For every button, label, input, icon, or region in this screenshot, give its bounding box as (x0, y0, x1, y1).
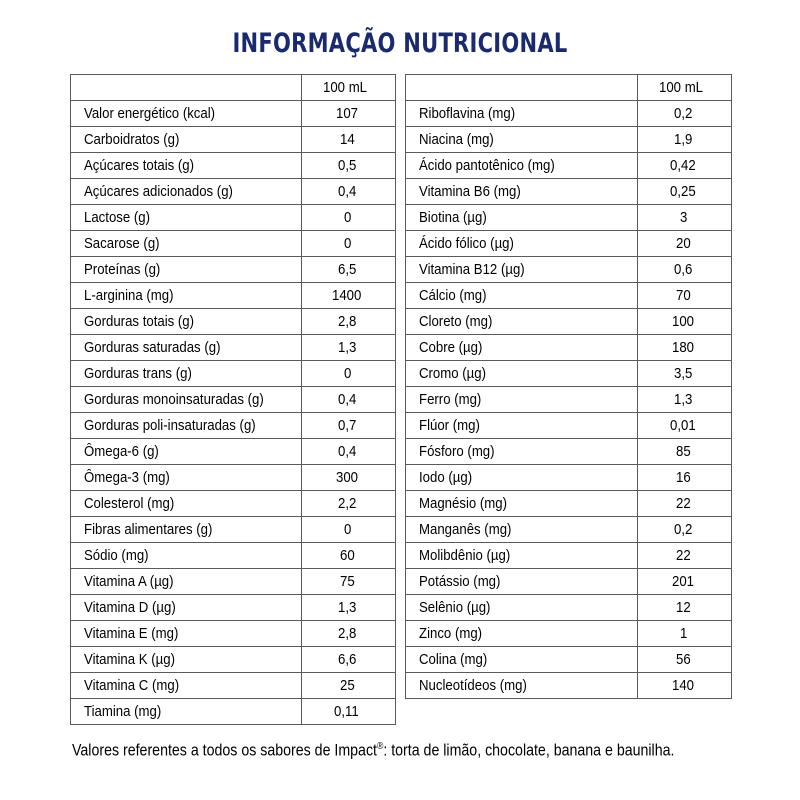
nutrient-label: Açúcares totais (g) (84, 157, 195, 174)
nutrient-value-cell (302, 179, 396, 205)
nutrient-value-cell (638, 205, 732, 231)
nutrient-value: 85 (676, 443, 691, 460)
nutrient-label-cell (71, 179, 302, 205)
nutrient-label-cell (71, 231, 302, 257)
nutrient-value: 1,3 (674, 391, 693, 408)
nutrient-value: 107 (335, 105, 359, 122)
nutrient-value: 0,01 (669, 417, 696, 434)
table-row (71, 153, 396, 179)
nutrient-value: 16 (676, 469, 691, 486)
nutrient-label-cell (71, 543, 302, 569)
nutrient-label-cell (406, 569, 638, 595)
nutrient-value-cell (638, 361, 732, 387)
nutrient-value: 0,7 (338, 417, 357, 434)
nutrient-label-cell (406, 465, 638, 491)
table-row (406, 361, 732, 387)
nutrient-label-cell (71, 673, 302, 699)
table-row (406, 387, 732, 413)
nutrient-label: Biotina (µg) (419, 209, 487, 226)
nutrient-value: 1 (680, 625, 688, 642)
nutrient-value-cell (638, 621, 732, 647)
nutrient-value: 75 (340, 573, 355, 590)
nutrient-label-cell (406, 517, 638, 543)
table-row (406, 621, 732, 647)
table-row (406, 595, 732, 621)
nutrient-label: Colina (mg) (419, 651, 488, 668)
nutrient-label-cell (71, 257, 302, 283)
table-row (406, 283, 732, 309)
nutrient-value: 56 (676, 651, 691, 668)
table-row (71, 439, 396, 465)
nutrient-value-cell (638, 309, 732, 335)
nutrient-label-cell (406, 257, 638, 283)
nutrient-value-cell (302, 335, 396, 361)
nutrient-value-cell (638, 101, 732, 127)
nutrient-label-cell (406, 283, 638, 309)
nutrient-value: 60 (340, 547, 355, 564)
nutrient-value: 22 (676, 495, 691, 512)
table-row (71, 699, 396, 725)
nutrient-value: 0,25 (669, 183, 696, 200)
nutrient-label-cell (406, 413, 638, 439)
table-row (406, 153, 732, 179)
nutrient-label: Tiamina (mg) (84, 703, 162, 720)
nutrient-label-cell (71, 101, 302, 127)
nutrient-label: Valor energético (kcal) (84, 105, 216, 122)
nutrient-label: Gorduras saturadas (g) (84, 339, 221, 356)
nutrient-label: Vitamina D (µg) (84, 599, 176, 616)
footnote-text: Valores referentes a todos os sabores de Impact (72, 741, 377, 760)
nutrient-value-cell (302, 543, 396, 569)
nutrient-value-cell (302, 101, 396, 127)
nutrient-value: 12 (676, 599, 691, 616)
page-title: INFORMAÇÃO NUTRICIONAL (232, 28, 568, 59)
nutrient-label: Manganês (mg) (419, 521, 512, 538)
nutrient-label: Cloreto (mg) (419, 313, 493, 330)
table-row (71, 361, 396, 387)
nutrient-label: Ômega-6 (g) (84, 443, 159, 460)
table-row (406, 543, 732, 569)
nutrient-value: 201 (671, 573, 695, 590)
nutrient-value: 0 (344, 365, 352, 382)
nutrient-value: 3 (680, 209, 688, 226)
nutrient-label-cell (71, 413, 302, 439)
table-row (71, 465, 396, 491)
registered-mark: ® (376, 741, 384, 752)
footnote-flavors: : torta de limão, chocolate, banana e baunilha. (383, 741, 675, 760)
table-row (71, 647, 396, 673)
table-row (71, 387, 396, 413)
nutrient-label: Carboidratos (g) (84, 131, 180, 148)
nutrient-label: Gorduras totais (g) (84, 313, 195, 330)
nutrient-value-cell (302, 595, 396, 621)
nutrient-value: 25 (340, 677, 355, 694)
nutrient-label: Sódio (mg) (84, 547, 149, 564)
nutrient-label-cell (406, 335, 638, 361)
nutrient-value-cell (638, 179, 732, 205)
nutrient-value: 2,8 (338, 313, 357, 330)
nutrient-value-cell (302, 283, 396, 309)
nutrient-value: 6,5 (338, 261, 357, 278)
nutrient-label-cell (406, 673, 638, 699)
nutrient-value-cell (302, 413, 396, 439)
table-row (71, 491, 396, 517)
nutrient-label: Gorduras monoinsaturadas (g) (84, 391, 264, 408)
nutrient-label: Fibras alimentares (g) (84, 521, 213, 538)
nutrient-value: 180 (671, 339, 695, 356)
table-row (71, 621, 396, 647)
table-row (71, 517, 396, 543)
nutrient-label-cell (406, 491, 638, 517)
nutrient-value-cell (302, 517, 396, 543)
nutrient-value-cell (302, 673, 396, 699)
nutrient-value-cell (302, 387, 396, 413)
column-header (638, 75, 732, 101)
nutrient-label: Colesterol (mg) (84, 495, 175, 512)
table-row (71, 595, 396, 621)
column-header (302, 75, 396, 101)
table-row (406, 127, 732, 153)
nutrient-value-cell (638, 569, 732, 595)
nutrient-label: Gorduras trans (g) (84, 365, 192, 382)
nutrient-label-cell (406, 595, 638, 621)
nutrient-label-cell (71, 283, 302, 309)
nutrient-value: 100 (671, 313, 695, 330)
nutrient-value-cell (638, 231, 732, 257)
nutrient-value: 0,4 (338, 391, 357, 408)
nutrient-label: Ácido pantotênico (mg) (419, 157, 555, 174)
nutrient-value-cell (302, 569, 396, 595)
nutrient-value: 0,6 (674, 261, 693, 278)
nutrient-value: 22 (676, 547, 691, 564)
column-header-text: 100 mL (659, 79, 704, 96)
nutrient-label: Gorduras poli-insaturadas (g) (84, 417, 256, 434)
table-row (406, 517, 732, 543)
nutrient-label: Vitamina E (mg) (84, 625, 179, 642)
nutrient-value-cell (302, 439, 396, 465)
nutrient-value: 70 (676, 287, 691, 304)
nutrient-label-cell (71, 309, 302, 335)
nutrient-label-cell (406, 153, 638, 179)
nutrient-label: Molibdênio (µg) (419, 547, 511, 564)
nutrient-label: Ômega-3 (mg) (84, 469, 170, 486)
nutrient-label: Vitamina B6 (mg) (419, 183, 521, 200)
nutrient-value: 0 (344, 235, 352, 252)
nutrient-label-cell (71, 517, 302, 543)
nutrient-value-cell (302, 231, 396, 257)
table-row (406, 569, 732, 595)
table-row (406, 257, 732, 283)
table-row (406, 491, 732, 517)
header-empty-cell (71, 75, 302, 101)
nutrient-label-cell (71, 439, 302, 465)
nutrient-label-cell (406, 179, 638, 205)
table-row (71, 283, 396, 309)
nutrient-value: 0,11 (334, 703, 360, 720)
nutrient-value-cell (638, 335, 732, 361)
nutrient-value-cell (638, 439, 732, 465)
table-row (71, 413, 396, 439)
table-row (71, 673, 396, 699)
nutrient-value-cell (638, 595, 732, 621)
nutrient-label-cell (71, 491, 302, 517)
nutrient-label-cell (406, 439, 638, 465)
table-row (71, 257, 396, 283)
nutrient-value: 0,2 (674, 521, 693, 538)
nutrient-value: 1,3 (338, 339, 357, 356)
nutrient-value: 3,5 (674, 365, 693, 382)
table-row (71, 569, 396, 595)
nutrient-label-cell (71, 153, 302, 179)
nutrient-value: 2,2 (338, 495, 357, 512)
nutrient-label: Fósforo (mg) (419, 443, 495, 460)
nutrient-label: Cromo (µg) (419, 365, 487, 382)
table-row (406, 647, 732, 673)
nutrient-value: 6,6 (338, 651, 357, 668)
nutrient-value-cell (302, 621, 396, 647)
nutrient-value: 300 (335, 469, 359, 486)
nutrient-label-cell (71, 361, 302, 387)
nutrient-label-cell (71, 465, 302, 491)
column-header-text: 100 mL (323, 79, 368, 96)
table-row (406, 673, 732, 699)
nutrient-label: Flúor (mg) (419, 417, 480, 434)
table-row (406, 335, 732, 361)
nutrient-label-cell (406, 387, 638, 413)
nutrient-label: Sacarose (g) (84, 235, 160, 252)
nutrient-value-cell (302, 361, 396, 387)
table-row (71, 179, 396, 205)
table-row (406, 465, 732, 491)
table-header-row (406, 75, 732, 101)
table-row (406, 205, 732, 231)
nutrient-label: Proteínas (g) (84, 261, 161, 278)
nutrient-label: Vitamina A (µg) (84, 573, 174, 590)
nutrient-value: 0 (344, 521, 352, 538)
nutrient-value: 0,4 (338, 183, 357, 200)
table-row (406, 439, 732, 465)
nutrition-table-left (70, 74, 396, 725)
nutrient-label: Niacina (mg) (419, 131, 494, 148)
nutrient-value-cell (638, 127, 732, 153)
table-row (71, 309, 396, 335)
nutrient-value-cell (638, 257, 732, 283)
nutrient-value: 1,9 (674, 131, 693, 148)
nutrient-label: Iodo (µg) (419, 469, 473, 486)
nutrient-value: 0,5 (338, 157, 357, 174)
table-row (71, 205, 396, 231)
nutrient-label-cell (406, 621, 638, 647)
nutrient-label: Açúcares adicionados (g) (84, 183, 233, 200)
nutrient-value: 1,3 (338, 599, 357, 616)
nutrient-label-cell (406, 543, 638, 569)
nutrient-label: Selênio (µg) (419, 599, 491, 616)
table-row (406, 179, 732, 205)
nutrient-label-cell (406, 127, 638, 153)
nutrient-label-cell (71, 595, 302, 621)
nutrient-label: Vitamina K (µg) (84, 651, 175, 668)
nutrient-label: Riboflavina (mg) (419, 105, 516, 122)
nutrient-label: Nucleotídeos (mg) (419, 677, 527, 694)
nutrient-label-cell (406, 101, 638, 127)
table-row (71, 101, 396, 127)
nutrient-value-cell (302, 465, 396, 491)
nutrient-label-cell (71, 569, 302, 595)
table-row (406, 309, 732, 335)
nutrient-value: 0,42 (669, 157, 696, 174)
nutrient-label-cell (71, 335, 302, 361)
nutrient-label-cell (71, 621, 302, 647)
nutrient-value-cell (302, 153, 396, 179)
nutrient-value: 140 (671, 677, 695, 694)
nutrient-label-cell (71, 387, 302, 413)
table-row (406, 413, 732, 439)
nutrient-value-cell (302, 127, 396, 153)
nutrient-label: Vitamina C (mg) (84, 677, 180, 694)
table-row (406, 101, 732, 127)
nutrient-label-cell (71, 647, 302, 673)
nutrient-label: Cobre (µg) (419, 339, 483, 356)
nutrient-label-cell (406, 231, 638, 257)
nutrient-value-cell (302, 257, 396, 283)
nutrient-value: 0,4 (338, 443, 357, 460)
nutrient-value-cell (302, 309, 396, 335)
nutrient-value: 0,2 (674, 105, 693, 122)
nutrient-value-cell (302, 699, 396, 725)
nutrient-value-cell (638, 673, 732, 699)
nutrient-label: Zinco (mg) (419, 625, 483, 642)
nutrient-label-cell (71, 127, 302, 153)
nutrient-value: 20 (676, 235, 691, 252)
nutrient-label: Magnésio (mg) (419, 495, 508, 512)
table-row (71, 543, 396, 569)
nutrient-value: 14 (340, 131, 355, 148)
table-row (71, 127, 396, 153)
nutrient-value-cell (302, 491, 396, 517)
nutrient-label-cell (406, 647, 638, 673)
nutrition-table-right (405, 74, 732, 699)
nutrient-value: 0 (344, 209, 352, 226)
nutrient-label-cell (406, 309, 638, 335)
nutrient-label: Lactose (g) (84, 209, 151, 226)
nutrient-value-cell (638, 153, 732, 179)
nutrient-value-cell (638, 517, 732, 543)
nutrient-value: 1400 (331, 287, 362, 304)
nutrient-label-cell (406, 361, 638, 387)
nutrient-label: L-arginina (mg) (84, 287, 174, 304)
nutrient-value-cell (638, 283, 732, 309)
nutrient-value-cell (638, 465, 732, 491)
nutrient-label: Vitamina B12 (µg) (419, 261, 525, 278)
nutrient-value-cell (302, 647, 396, 673)
nutrient-value-cell (638, 543, 732, 569)
header-empty-cell (406, 75, 638, 101)
nutrient-value-cell (638, 647, 732, 673)
table-row (406, 231, 732, 257)
nutrient-label: Ferro (mg) (419, 391, 482, 408)
footnote (72, 741, 674, 761)
nutrient-value-cell (302, 205, 396, 231)
nutrient-label: Potássio (mg) (419, 573, 501, 590)
nutrient-value-cell (638, 413, 732, 439)
nutrient-label: Cálcio (mg) (419, 287, 487, 304)
nutrient-value-cell (638, 387, 732, 413)
nutrient-label-cell (71, 699, 302, 725)
table-row (71, 231, 396, 257)
nutrient-value-cell (638, 491, 732, 517)
table-row (71, 335, 396, 361)
nutrient-label-cell (406, 205, 638, 231)
nutrient-value: 2,8 (338, 625, 357, 642)
nutrient-label-cell (71, 205, 302, 231)
table-header-row (71, 75, 396, 101)
nutrient-label: Ácido fólico (µg) (419, 235, 514, 252)
